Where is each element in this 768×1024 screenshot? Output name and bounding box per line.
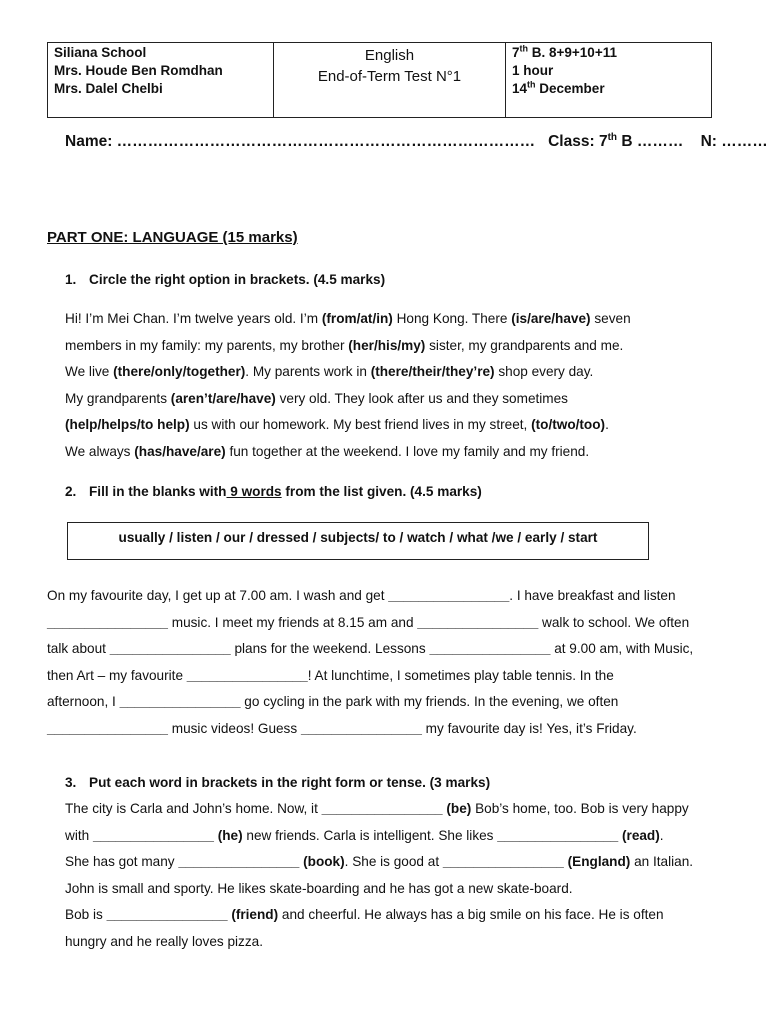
duration-label: 1 hour [512, 63, 554, 78]
answer-blank[interactable]: ________________ [388, 588, 510, 603]
answer-blank[interactable]: ________________ [442, 854, 564, 870]
bracket-option: (there/their/they’re) [370, 364, 495, 380]
bracket-option: (he) [217, 827, 243, 843]
q2-line [47, 663, 693, 690]
q2-line [47, 610, 693, 637]
q1-paragraph [65, 306, 631, 466]
sentence-text: On my favourite day, I get up at 7.00 am. I wash and get [47, 588, 389, 603]
sentence-text: The city is Carla and John’s home. Now, it [65, 801, 322, 816]
bracket-option: (aren’t/are/have) [170, 390, 276, 406]
sentence-text: Hi! I’m Mei Chan. I’m twelve years old. I’m [65, 311, 322, 326]
q3-line [65, 876, 693, 903]
grade-label [512, 44, 711, 62]
q2-instruction-marks: from the list given. (4.5 marks) [281, 484, 482, 499]
sentence-text: shop every day. [494, 364, 594, 380]
header-info-cell [506, 43, 711, 117]
bracket-option: (from/at/in) [321, 311, 393, 326]
class-suffix: th [607, 131, 618, 143]
sentence-text: . [605, 417, 609, 433]
answer-blank[interactable]: ________________ [321, 801, 443, 816]
q2-paragraph [47, 583, 693, 743]
bracket-option: (to/two/too) [531, 417, 606, 433]
q2-line [47, 689, 693, 716]
header-school-cell [48, 43, 274, 117]
sentence-text: She has got many [65, 854, 179, 870]
sentence-text: members in my family: my parents, my brother [65, 337, 349, 353]
sentence-text: . I have breakfast and listen [509, 588, 676, 603]
q2-number: 2. [65, 484, 77, 499]
bracket-option: (be) [446, 801, 472, 816]
sentence-text: go cycling in the park with my friends. In the evening, we often [240, 694, 619, 710]
header-table [47, 42, 712, 118]
class-prefix: Class: 7 [548, 133, 608, 150]
sentence-text: at 9.00 am, with Music, [550, 641, 694, 657]
bracket-option: (book) [303, 854, 345, 870]
sentence-text: We live [65, 364, 114, 380]
bracket-option: (help/helps/to help) [65, 417, 190, 433]
bracket-option: (England) [567, 854, 631, 870]
answer-blank[interactable]: ________________ [47, 614, 168, 630]
answer-blank[interactable]: ________________ [106, 907, 228, 923]
answer-blank[interactable]: ________________ [119, 694, 241, 710]
teacher-name-1: Mrs. Houde Ben Romdhan [54, 63, 223, 78]
sentence-text: walk to school. We often [538, 614, 690, 630]
sentence-text: music. I meet my friends at 8.15 am and [167, 614, 418, 630]
answer-blank[interactable]: ________________ [186, 667, 308, 683]
q3-instruction [65, 775, 490, 790]
date-suffix: th [527, 79, 536, 90]
sentence-text: plans for the weekend. Lessons [230, 641, 430, 657]
class-field[interactable] [548, 133, 683, 150]
number-field[interactable]: N: ……… [700, 133, 768, 150]
date-month: December [535, 81, 605, 96]
date-label [512, 80, 711, 98]
q1-line [65, 439, 631, 466]
q2-line [47, 583, 693, 610]
q2-word-count: 9 words [226, 484, 282, 499]
sentence-text: music videos! Guess [167, 720, 301, 736]
q3-line [65, 929, 693, 956]
sentence-text: Bob’s home, too. Bob is very happy [471, 801, 689, 816]
sentence-text: ! At lunchtime, I sometimes play table tennis. In the [307, 667, 614, 683]
answer-blank[interactable]: ________________ [178, 854, 300, 870]
sentence-text: very old. They look after us and they sometimes [275, 390, 568, 406]
answer-blank[interactable]: ________________ [300, 720, 422, 736]
q1-instruction-text: Circle the right option in brackets. (4.5 marks) [89, 272, 386, 287]
sentence-text: new friends. Carla is intelligent. She likes [242, 827, 498, 843]
sentence-text: Bob is [65, 907, 107, 923]
grade-suffix: th [519, 43, 529, 54]
bracket-option: (has/have/are) [134, 443, 226, 459]
q3-paragraph [65, 796, 693, 956]
sentence-text: us with our homework. My best friend lives in my street, [189, 417, 532, 433]
q1-instruction [65, 272, 385, 287]
q3-line [65, 902, 693, 929]
q2-line [47, 636, 693, 663]
q1-line [65, 359, 631, 386]
answer-blank[interactable]: ________________ [417, 614, 539, 630]
bracket-option: (read) [622, 827, 660, 843]
header-title-cell [274, 43, 506, 117]
sentence-text: . [659, 827, 664, 843]
sentence-text: We always [65, 443, 135, 459]
word-list-box: usually / listen / our / dressed / subjects/ to / watch / what /we / early / start [67, 522, 649, 560]
q2-instruction-text: Fill in the blanks with [89, 484, 227, 499]
school-name: Siliana School [54, 45, 147, 60]
grade-classes: B. 8+9+10+11 [528, 45, 617, 60]
sentence-text: seven [590, 311, 631, 326]
subject-title: English [364, 47, 415, 64]
part-one-heading: PART ONE: LANGUAGE (15 marks) [47, 229, 298, 246]
sentence-text: Hong Kong. There [392, 311, 512, 326]
answer-blank[interactable]: ________________ [47, 720, 168, 736]
q3-line [65, 849, 693, 876]
name-field[interactable]: Name: ……………………………………………………………………… [65, 133, 536, 150]
sentence-text: talk about [47, 641, 110, 657]
bracket-option: (her/his/my) [348, 337, 426, 353]
answer-blank[interactable]: ________________ [497, 827, 619, 843]
bracket-option: (is/are/have) [511, 311, 591, 326]
sentence-text: My grandparents [65, 390, 171, 406]
bracket-option: (there/only/together) [113, 364, 246, 380]
student-info-line [65, 133, 768, 151]
q3-line [65, 823, 693, 850]
sentence-text: afternoon, I [47, 694, 120, 710]
q1-number: 1. [65, 272, 77, 287]
sentence-text: then Art – my favourite [47, 667, 187, 683]
sentence-text: with [65, 827, 93, 843]
q2-line [47, 716, 693, 743]
q3-line [65, 796, 693, 823]
answer-blank[interactable]: ________________ [109, 641, 231, 657]
sentence-text: sister, my grandparents and me. [425, 337, 624, 353]
grade-number: 7 [512, 45, 520, 60]
sentence-text: . She is good at [344, 854, 443, 870]
q1-line [65, 333, 631, 360]
q3-instruction-text: Put each word in brackets in the right form or tense. (3 marks) [89, 775, 491, 790]
sentence-text: my favourite day is! Yes, it’s Friday. [421, 720, 637, 736]
q2-instruction [65, 484, 482, 499]
teacher-name-2: Mrs. Dalel Chelbi [54, 81, 163, 96]
sentence-text: fun together at the weekend. I love my family and my friend. [225, 443, 590, 459]
answer-blank[interactable]: ________________ [429, 641, 551, 657]
q1-line [65, 412, 631, 439]
sentence-text: John is small and sporty. He likes skate-boarding and he has got a new skate-board. [65, 880, 573, 896]
sentence-text: hungry and he really loves pizza. [65, 933, 263, 949]
sentence-text: an Italian. [630, 854, 694, 870]
test-title: End-of-Term Test N°1 [317, 68, 462, 85]
bracket-option: (friend) [231, 907, 279, 923]
answer-blank[interactable]: ________________ [92, 827, 214, 843]
sentence-text: . My parents work in [245, 364, 371, 380]
date-day: 14 [512, 81, 528, 96]
q1-line [65, 306, 631, 333]
class-rest: B ……… [617, 133, 684, 150]
q1-line [65, 386, 631, 413]
sentence-text: and cheerful. He always has a big smile on his face. He is often [278, 907, 664, 923]
q3-number: 3. [65, 775, 77, 790]
